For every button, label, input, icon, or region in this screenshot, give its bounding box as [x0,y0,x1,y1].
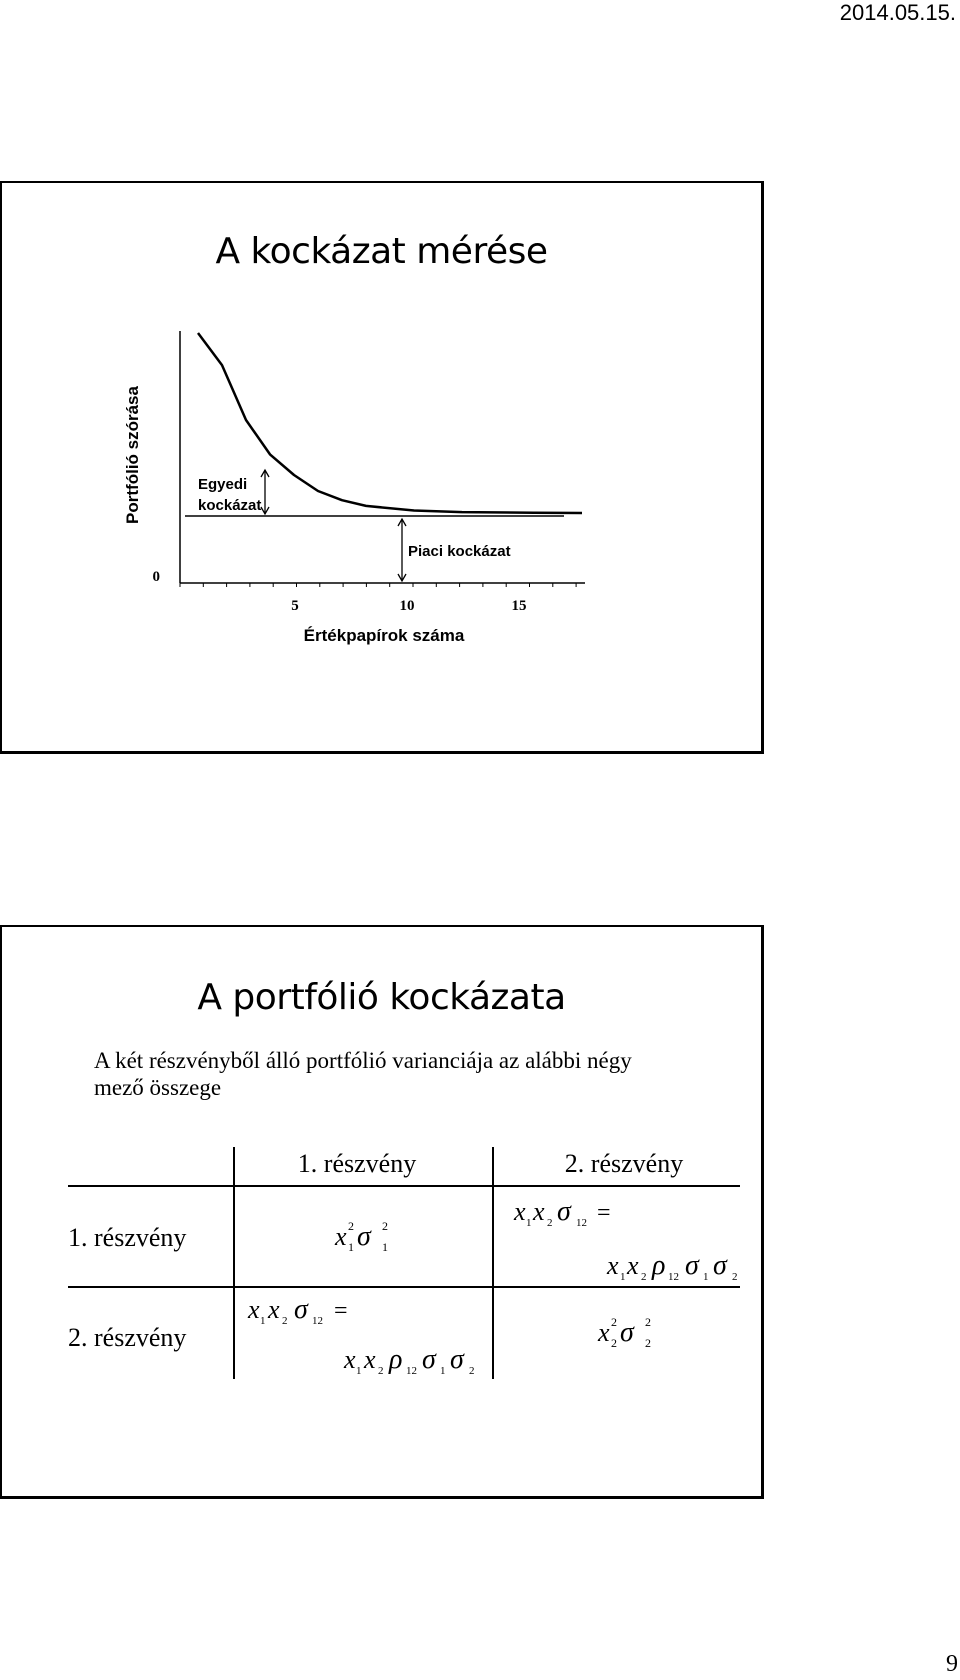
row-header-2: 2. részvény [68,1323,187,1352]
svg-text:σ: σ [620,1317,634,1348]
svg-text:σ: σ [713,1250,727,1281]
svg-text:1: 1 [620,1271,626,1283]
x-tick-label: 5 [291,598,299,614]
svg-text:σ: σ [294,1294,308,1325]
svg-text:1: 1 [260,1315,266,1327]
svg-text:2: 2 [645,1336,651,1350]
svg-text:x: x [364,1345,376,1374]
svg-text:x: x [607,1251,619,1280]
svg-text:2: 2 [348,1219,354,1233]
svg-text:2: 2 [378,1365,384,1377]
svg-text:=: = [597,1200,611,1226]
svg-text:12: 12 [312,1315,323,1327]
svg-text:x: x [598,1318,610,1347]
origin-label: 0 [152,569,160,585]
cell-r1c2-formula-line1 [513,1196,611,1229]
svg-text:σ: σ [422,1344,436,1375]
slide-title: A portfólió kockázata [197,977,566,1018]
svg-text:σ: σ [450,1344,464,1375]
svg-text:1: 1 [440,1365,446,1377]
svg-text:x: x [514,1197,526,1226]
x-axis-label: Értékpapírok száma [303,626,465,645]
portfolio-risk-curve [198,333,582,513]
svg-text:2: 2 [469,1365,475,1377]
svg-text:2: 2 [611,1336,617,1350]
svg-text:12: 12 [576,1217,587,1229]
unique-risk-label-line1: Egyedi [198,476,248,493]
cell-r2c2-formula [597,1315,651,1350]
svg-text:ρ: ρ [652,1250,666,1281]
col-header-2: 2. részvény [564,1149,684,1178]
svg-text:=: = [334,1298,348,1324]
svg-text:1: 1 [356,1365,362,1377]
svg-text:2: 2 [547,1217,553,1229]
svg-text:x: x [248,1295,260,1324]
slide-portfolio-risk [0,925,764,1499]
svg-text:ρ: ρ [389,1344,403,1375]
intro-line-1: A két részvényből álló portfólió varianciája az alábbi négy [94,1048,632,1073]
col-header-1: 1. részvény [297,1149,417,1178]
svg-text:2: 2 [645,1315,651,1329]
cell-r2c1-formula-line2 [343,1344,475,1377]
svg-text:x: x [268,1295,280,1324]
svg-text:1: 1 [382,1240,388,1254]
slide-title: A kockázat mérése [215,231,548,272]
cell-r2c1-formula-line1 [247,1294,348,1327]
page-date: 2014.05.15. [839,0,956,25]
svg-text:12: 12 [406,1365,417,1377]
diversification-chart [2,183,762,753]
svg-text:2: 2 [732,1271,738,1283]
svg-text:1: 1 [348,1240,354,1254]
cell-r1c2-formula-line2 [606,1250,738,1283]
market-risk-label: Piaci kockázat [408,543,511,560]
svg-text:2: 2 [641,1271,647,1283]
slide-risk-measurement [0,181,764,754]
x-tick-label: 10 [399,598,415,614]
svg-text:12: 12 [668,1271,679,1283]
cell-r1c1-formula [334,1219,388,1254]
row-header-1: 1. részvény [68,1223,187,1252]
svg-text:2: 2 [282,1315,288,1327]
x-tick-label: 15 [511,598,527,614]
y-axis-label: Portfólió szórása [123,386,142,524]
svg-text:σ: σ [685,1250,699,1281]
svg-text:σ: σ [357,1221,371,1252]
svg-text:2: 2 [382,1219,388,1233]
variance-matrix [2,927,762,1497]
svg-text:x: x [344,1345,356,1374]
svg-text:x: x [335,1222,347,1251]
intro-line-2: mező összege [94,1075,222,1100]
svg-text:1: 1 [526,1217,532,1229]
svg-text:2: 2 [611,1315,617,1329]
unique-risk-label-line2: kockázat [198,497,262,514]
page-number: 9 [946,1651,958,1677]
svg-text:x: x [627,1251,639,1280]
svg-text:1: 1 [703,1271,709,1283]
svg-text:x: x [533,1197,545,1226]
svg-text:σ: σ [557,1196,571,1227]
